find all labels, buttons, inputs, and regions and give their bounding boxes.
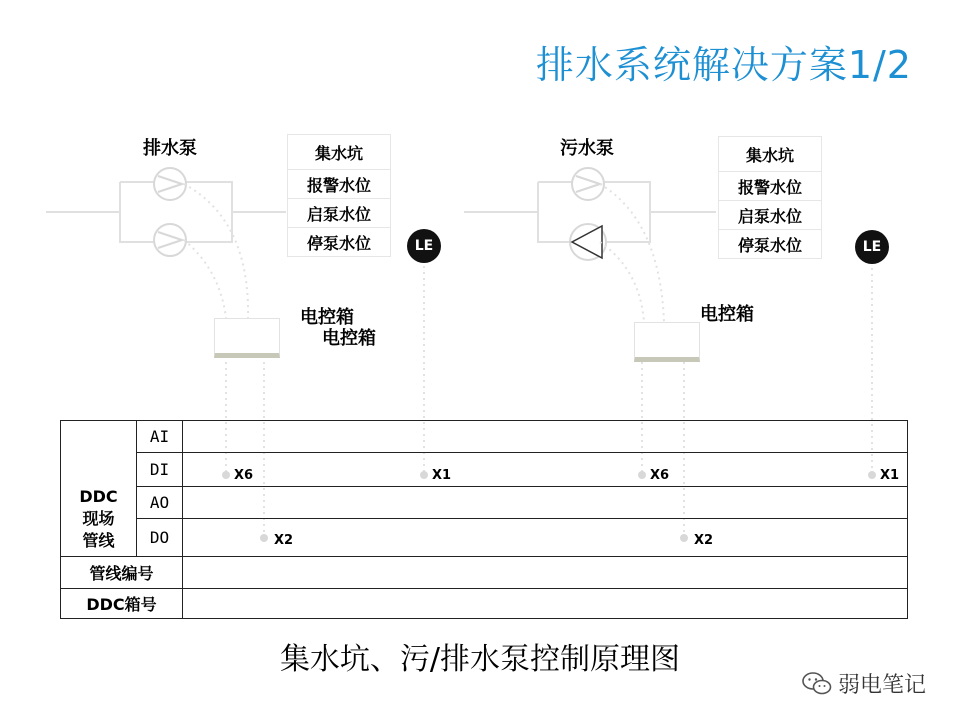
point-right-x6: X6 (650, 468, 670, 483)
point-left-x2: X2 (274, 533, 294, 548)
row-ddc-box-label: DDC箱号 (61, 589, 183, 619)
point-left-x1: X1 (432, 468, 452, 483)
right-level-table (718, 136, 822, 259)
point-dot-right-x1 (868, 471, 876, 479)
row-ddc-box (183, 589, 908, 619)
left-level-sensor: LE (407, 229, 441, 263)
page-title: 排水系统解决方案1/2 (535, 43, 912, 87)
left-control-box-label: 电控箱 (300, 307, 354, 328)
code-ao: AO (137, 487, 183, 519)
right-signal-1 (600, 184, 664, 322)
point-dot-left-x1 (420, 471, 428, 479)
right-level-sensor: LE (855, 230, 889, 264)
point-dot-left-x6 (222, 471, 230, 479)
left-level-pit: 集水坑 (288, 135, 390, 170)
code-di: DI (137, 453, 183, 487)
left-level-start: 启泵水位 (288, 199, 390, 228)
point-right-x2: X2 (694, 533, 714, 548)
right-control-box (634, 322, 700, 362)
diagram-caption: 集水坑、污/排水泵控制原理图 (279, 642, 681, 677)
right-pump-label: 污水泵 (560, 138, 614, 159)
brand-text: 弱电笔记 (837, 673, 926, 698)
ddc-side-cell (61, 421, 137, 557)
row-ai (183, 421, 908, 453)
left-level-table (287, 134, 391, 257)
point-dot-right-x2 (680, 534, 688, 542)
left-level-stop: 停泵水位 (306, 233, 371, 253)
row-pipe-number-label: 管线编号 (61, 557, 183, 589)
code-ai: AI (137, 421, 183, 453)
right-level-start: 启泵水位 (719, 201, 821, 230)
wechat-icon (802, 671, 832, 697)
right-control-box-label: 电控箱 (700, 304, 754, 325)
point-dot-right-x6 (638, 471, 646, 479)
row-di (183, 453, 908, 487)
code-do: DO (137, 519, 183, 557)
right-level-stop: 停泵水位 (737, 235, 802, 255)
right-level-pit: 集水坑 (719, 137, 821, 172)
left-control-box (214, 318, 280, 358)
ddc-side-line-3: 管线 (82, 531, 115, 550)
brand-watermark (802, 668, 926, 699)
ddc-side-line-1: DDC (79, 487, 118, 506)
right-level-alarm: 报警水位 (719, 172, 821, 201)
left-signal-2 (184, 240, 226, 318)
ddc-table (60, 420, 908, 619)
right-signal-2 (600, 242, 644, 322)
row-ao (183, 487, 908, 519)
left-control-box-label-2: 电控箱 (322, 328, 376, 349)
ddc-side-line-2: 现场 (82, 509, 115, 528)
left-signal-1 (184, 184, 248, 318)
point-right-x1: X1 (880, 468, 900, 483)
row-pipe-number (183, 557, 908, 589)
point-left-x6: X6 (234, 468, 254, 483)
left-pump-label: 排水泵 (143, 138, 197, 159)
left-level-alarm: 报警水位 (288, 170, 390, 199)
point-dot-left-x2 (260, 534, 268, 542)
